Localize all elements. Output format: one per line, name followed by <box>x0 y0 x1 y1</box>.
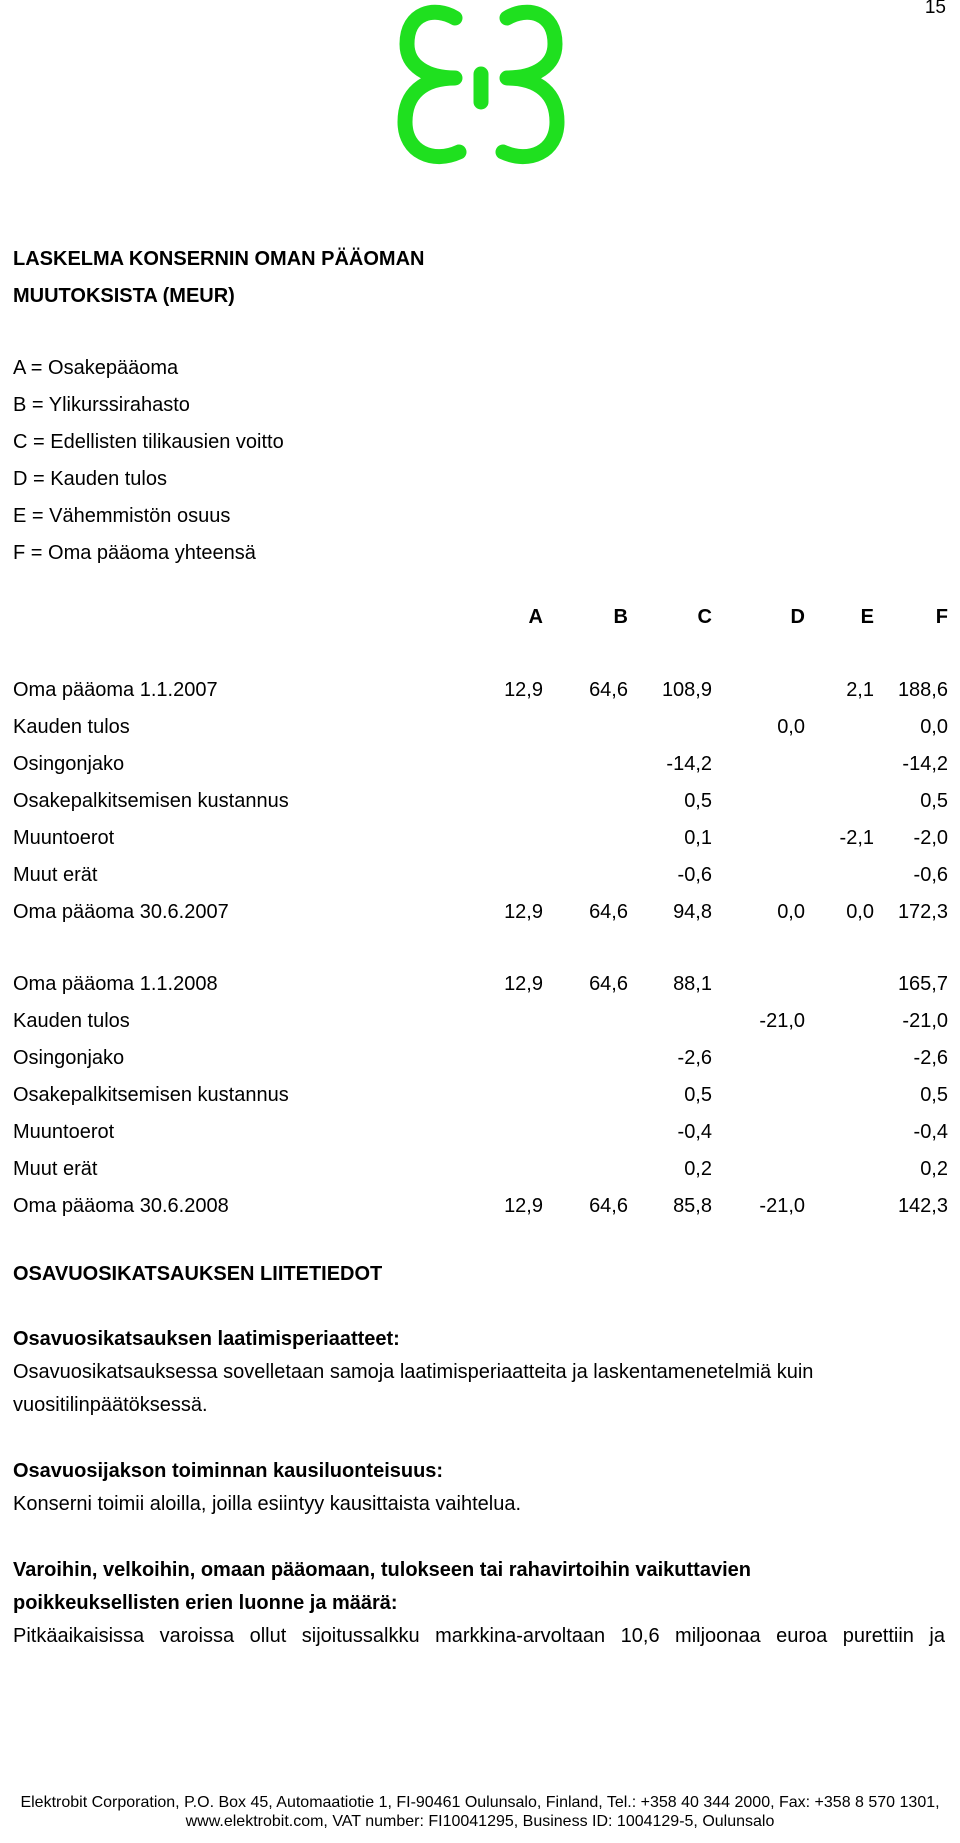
equity-table-2007 <box>13 679 948 938</box>
footer-line-1: Elektrobit Corporation, P.O. Box 45, Automaatiotie 1, FI-90461 Oulunsalo, Finland, Tel.: +358 40 344 2000, Fax: +358 8 570 1301, <box>20 1794 940 1811</box>
cell-b: 64,6 <box>589 1195 628 1217</box>
row-label: Kauden tulos <box>13 716 130 738</box>
cell-f: -2,6 <box>913 1047 948 1069</box>
legend-item: E = Vähemmistön osuus <box>13 505 231 527</box>
row-label: Osingonjako <box>13 753 125 775</box>
row-label: Oma pääoma 1.1.2007 <box>13 679 218 701</box>
row-label: Kauden tulos <box>13 1010 130 1032</box>
cell-a: 12,9 <box>504 679 543 701</box>
note-unusual-items <box>13 1554 953 1653</box>
table-row <box>13 1084 948 1121</box>
table-row <box>13 753 948 790</box>
row-label: Oma pääoma 1.1.2008 <box>13 973 218 995</box>
cell-f: -14,2 <box>902 753 948 775</box>
cell-f: 172,3 <box>897 901 948 923</box>
cell-b: 64,6 <box>589 973 628 995</box>
cell-f: 0,2 <box>920 1158 948 1180</box>
cell-f: 0,5 <box>920 790 948 812</box>
table-header-row <box>13 606 948 643</box>
cell-c: 0,2 <box>684 1158 712 1180</box>
row-label: Osingonjako <box>13 1047 125 1069</box>
cell-a: 12,9 <box>504 1195 543 1217</box>
cell-d: 0,0 <box>777 716 805 738</box>
row-label: Muuntoerot <box>13 1121 115 1143</box>
table-row <box>13 1047 948 1084</box>
note-principles <box>13 1323 953 1422</box>
cell-b: 64,6 <box>589 679 628 701</box>
table-row <box>13 679 948 716</box>
row-label: Oma pääoma 30.6.2007 <box>13 901 229 923</box>
statement-title <box>13 241 424 315</box>
note-text: Konserni toimii aloilla, joilla esiintyy kausittaista vaihtelua. <box>13 1493 522 1515</box>
legend-item: D = Kauden tulos <box>13 468 167 490</box>
cell-d: 0,0 <box>777 901 805 923</box>
note-heading: Varoihin, velkoihin, omaan pääomaan, tulokseen tai rahavirtoihin vaikuttavien poikkeuksellisten erien luonne ja määrä: <box>13 1559 751 1614</box>
table-row <box>13 973 948 1010</box>
cell-f: 0,0 <box>920 716 948 738</box>
table-row <box>13 864 948 901</box>
cell-c: -14,2 <box>666 753 712 775</box>
column-legend <box>13 350 284 572</box>
title-line-1: LASKELMA KONSERNIN OMAN PÄÄOMAN <box>13 248 425 270</box>
row-label: Muut erät <box>13 864 98 886</box>
legend-item: A = Osakepääoma <box>13 357 179 379</box>
note-text: Pitkäaikaisissa varoissa ollut sijoitussalkku markkina-arvoltaan 10,6 miljoonaa euroa purettiin ja <box>13 1625 945 1647</box>
cell-f: -21,0 <box>902 1010 948 1032</box>
note-heading: Osavuosikatsauksen laatimisperiaatteet: <box>13 1328 400 1350</box>
cell-c: 0,5 <box>684 790 712 812</box>
page-number: 15 <box>924 0 946 18</box>
table-row <box>13 1158 948 1195</box>
col-header-b: B <box>613 606 628 628</box>
row-label: Osakepalkitsemisen kustannus <box>13 1084 289 1106</box>
note-heading: Osavuosijakson toiminnan kausiluonteisuus: <box>13 1460 444 1482</box>
table-row <box>13 901 948 938</box>
table-row <box>13 790 948 827</box>
col-header-e: E <box>860 606 874 628</box>
cell-f: -0,6 <box>913 864 948 886</box>
col-header-f: F <box>935 606 948 628</box>
cell-f: 0,5 <box>920 1084 948 1106</box>
cell-e: -2,1 <box>839 827 874 849</box>
cell-d: -21,0 <box>759 1195 805 1217</box>
cell-c: 94,8 <box>673 901 712 923</box>
equity-table-header <box>13 606 948 643</box>
cell-f: -2,0 <box>913 827 948 849</box>
col-header-c: C <box>697 606 712 628</box>
cell-c: 85,8 <box>673 1195 712 1217</box>
col-header-d: D <box>790 606 805 628</box>
notes-section <box>13 1323 953 1686</box>
legend-item: F = Oma pääoma yhteensä <box>13 542 256 564</box>
cell-c: -0,6 <box>677 864 712 886</box>
table-row <box>13 1195 948 1232</box>
cell-f: 165,7 <box>897 973 948 995</box>
footer-line-2: www.elektrobit.com, VAT number: FI10041295, Business ID: 1004129-5, Oulunsalo <box>185 1813 775 1830</box>
note-seasonality <box>13 1455 953 1521</box>
row-label: Osakepalkitsemisen kustannus <box>13 790 289 812</box>
row-label: Muut erät <box>13 1158 98 1180</box>
cell-e: 0,0 <box>846 901 874 923</box>
cell-a: 12,9 <box>504 973 543 995</box>
table-row <box>13 1121 948 1158</box>
page-footer <box>0 1793 960 1831</box>
row-label: Oma pääoma 30.6.2008 <box>13 1195 229 1217</box>
table-row <box>13 716 948 753</box>
elektrobit-logo <box>395 4 567 166</box>
col-header-a: A <box>528 606 543 628</box>
row-label: Muuntoerot <box>13 827 115 849</box>
notes-heading: OSAVUOSIKATSAUKSEN LIITETIEDOT <box>13 1263 383 1285</box>
cell-c: -2,6 <box>677 1047 712 1069</box>
cell-f: 142,3 <box>897 1195 948 1217</box>
cell-b: 64,6 <box>589 901 628 923</box>
legend-item: B = Ylikurssirahasto <box>13 394 190 416</box>
cell-c: 0,1 <box>684 827 712 849</box>
table-row <box>13 1010 948 1047</box>
cell-a: 12,9 <box>504 901 543 923</box>
note-text: Osavuosikatsauksessa sovelletaan samoja laatimisperiaatteita ja laskentamenetelmiä kuin vuositilinpäätöksessä. <box>13 1361 814 1416</box>
cell-f: -0,4 <box>913 1121 948 1143</box>
title-line-2: MUUTOKSISTA (MEUR) <box>13 285 235 307</box>
cell-c: -0,4 <box>677 1121 712 1143</box>
cell-c: 88,1 <box>673 973 712 995</box>
cell-c: 108,9 <box>661 679 712 701</box>
legend-item: C = Edellisten tilikausien voitto <box>13 431 284 453</box>
cell-e: 2,1 <box>846 679 874 701</box>
cell-c: 0,5 <box>684 1084 712 1106</box>
cell-d: -21,0 <box>759 1010 805 1032</box>
cell-f: 188,6 <box>897 679 948 701</box>
equity-table-2008 <box>13 973 948 1232</box>
table-row <box>13 827 948 864</box>
